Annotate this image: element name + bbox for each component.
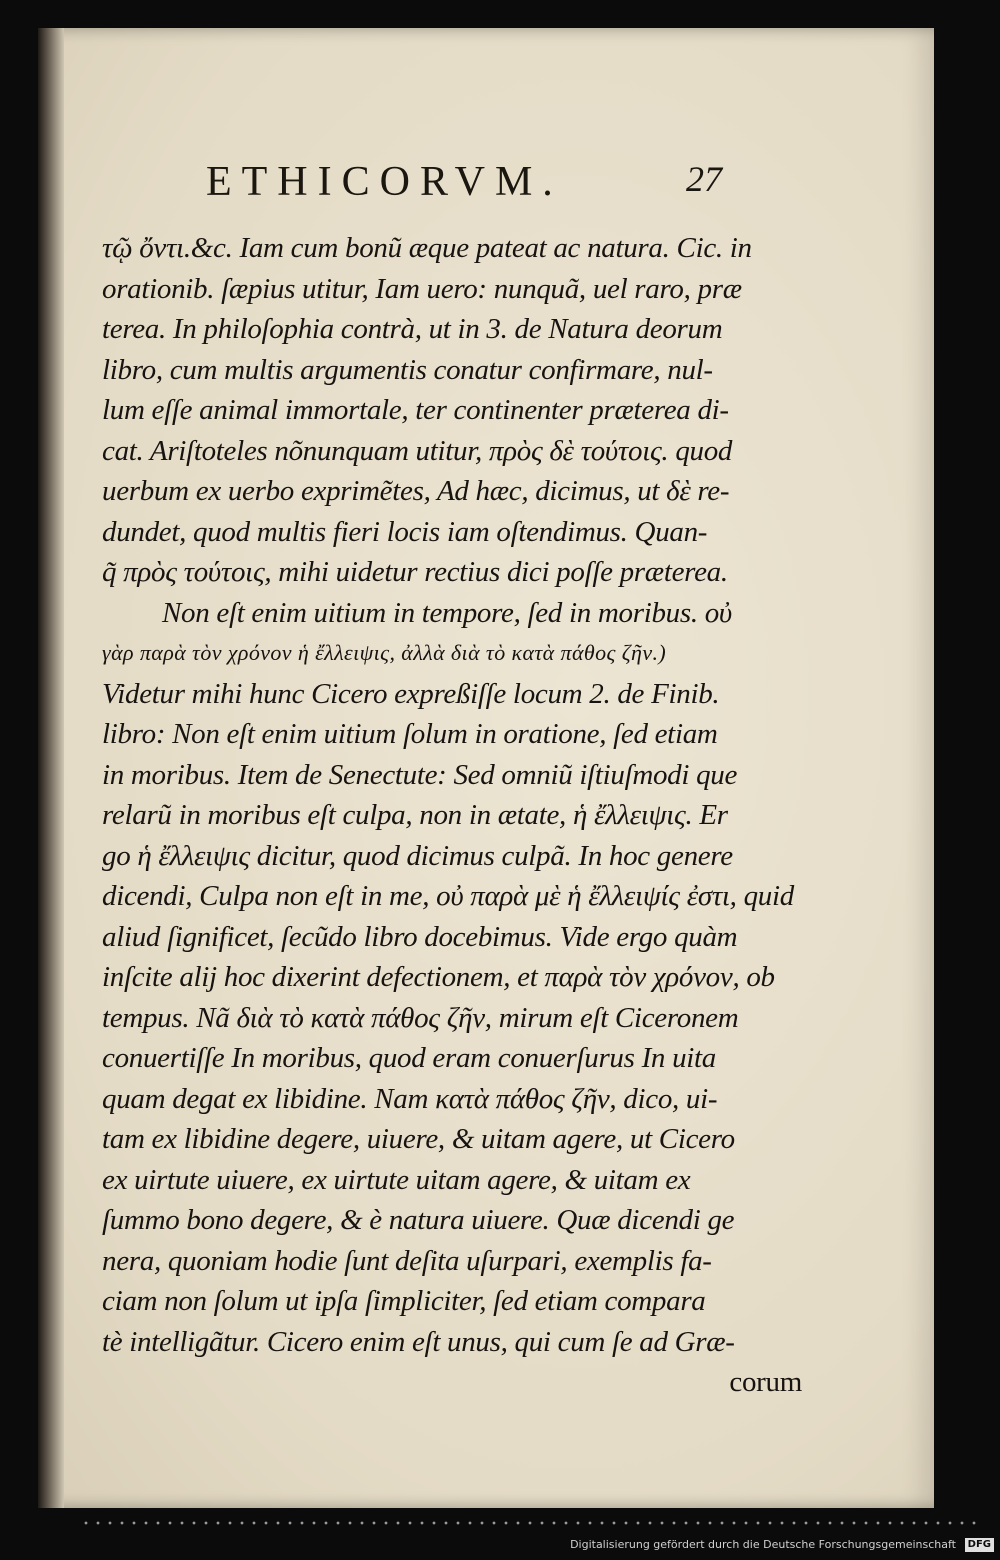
text-line: inſcite alij hoc dixerint defectionem, et παρὰ τὸν χρόνον, ob xyxy=(102,961,775,993)
text-line: tempus. Nã διὰ τὸ κατὰ πάθος ζῆν, mirum eſt Ciceronem xyxy=(102,1001,739,1034)
text-line: ex uirtute uiuere, ex uirtute uitam agere, & uitam ex xyxy=(102,1163,691,1196)
page-number: 27 xyxy=(686,159,722,199)
text-line: uerbum ex uerbo exprimẽtes, Ad hæc, dicimus, ut δὲ re- xyxy=(102,475,730,507)
text-line: dundet, quod multis fieri locis iam oſtendimus. Quan- xyxy=(102,515,708,548)
text-line: relarũ in moribus eſt culpa, non in ætate, ἡ ἔλλειψις. Er xyxy=(102,799,728,831)
text-line: libro, cum multis argumentis conatur confirmare, nul- xyxy=(102,353,713,386)
text-line: dicendi, Culpa non eſt in me, οὐ παρὰ μὲ ἡ ἔλλειψίς ἐστι, quid xyxy=(102,880,794,912)
text-line: cat. Ariſtoteles nõnunquam utitur, πρὸς δὲ τούτοις. quod xyxy=(102,434,733,467)
text-line: q̃ πρὸς τούτοις, mihi uidetur rectius dici poſſe præterea. xyxy=(102,556,728,588)
text-line: Videtur mihi hunc Cicero expreßiſſe locum 2. de Finib. xyxy=(102,677,720,710)
body-text xyxy=(102,228,802,1403)
running-head: ETHICORVM. xyxy=(206,159,563,205)
text-line: conuertiſſe In moribus, quod eram conuerſurus In uita xyxy=(102,1042,716,1074)
footer-bar xyxy=(0,1516,1000,1560)
text-line: ſummo bono degere, & è natura uiuere. Quæ dicendi ge xyxy=(102,1204,735,1236)
text-line: go ἡ ἔλλειψις dicitur, quod dicimus culpã. In hoc genere xyxy=(102,839,733,872)
text-line-greek: γὰρ παρὰ τὸν χρόνον ἡ ἔλλειψις, ἀλλὰ διὰ τὸ κατὰ πάθος ζῆν.) xyxy=(102,640,667,665)
text-line: ciam non ſolum ut ipſa ſimpliciter, ſed etiam compara xyxy=(102,1285,706,1317)
catchword: corum xyxy=(729,1366,802,1398)
text-line: in moribus. Item de Senectute: Sed omniũ iſtiuſmodi que xyxy=(102,758,738,791)
text-line: lum eſſe animal immortale, ter continenter præterea di- xyxy=(102,394,729,426)
text-line: orationib. ſæpius utitur, Iam uero: nunquã, uel raro, præ xyxy=(102,272,742,305)
dfg-logo: DFG xyxy=(965,1538,994,1552)
text-line: quam degat ex libidine. Nam κατὰ πάθος ζῆν, dico, ui- xyxy=(102,1082,718,1115)
funding-notice: Digitalisierung gefördert durch die Deutsche Forschungsgemeinschaft xyxy=(570,1538,956,1551)
text-line: tam ex libidine degere, uiuere, & uitam agere, ut Cicero xyxy=(102,1123,735,1155)
text-line: tè intelligãtur. Cicero enim eſt unus, qui cum ſe ad Græ- xyxy=(102,1325,735,1358)
text-line: aliud ſignificet, ſecũdo libro docebimus. Vide ergo quàm xyxy=(102,920,738,953)
text-line: Non eſt enim uitium in tempore, ſed in moribus. οὐ xyxy=(162,596,732,629)
page-gutter-shadow xyxy=(38,28,64,1508)
footer-dot-rule xyxy=(80,1520,980,1526)
text-line: nera, quoniam hodie ſunt deſita uſurpari, exemplis fa- xyxy=(102,1244,712,1277)
text-line: libro: Non eſt enim uitium ſolum in oratione, ſed etiam xyxy=(102,718,718,750)
text-line: terea. In philoſophia contrà, ut in 3. de Natura deorum xyxy=(102,313,723,345)
book-page xyxy=(38,28,934,1508)
text-line: τῷ ὄντι.&c. Iam cum bonũ æque pateat ac natura. Cic. in xyxy=(102,232,752,264)
